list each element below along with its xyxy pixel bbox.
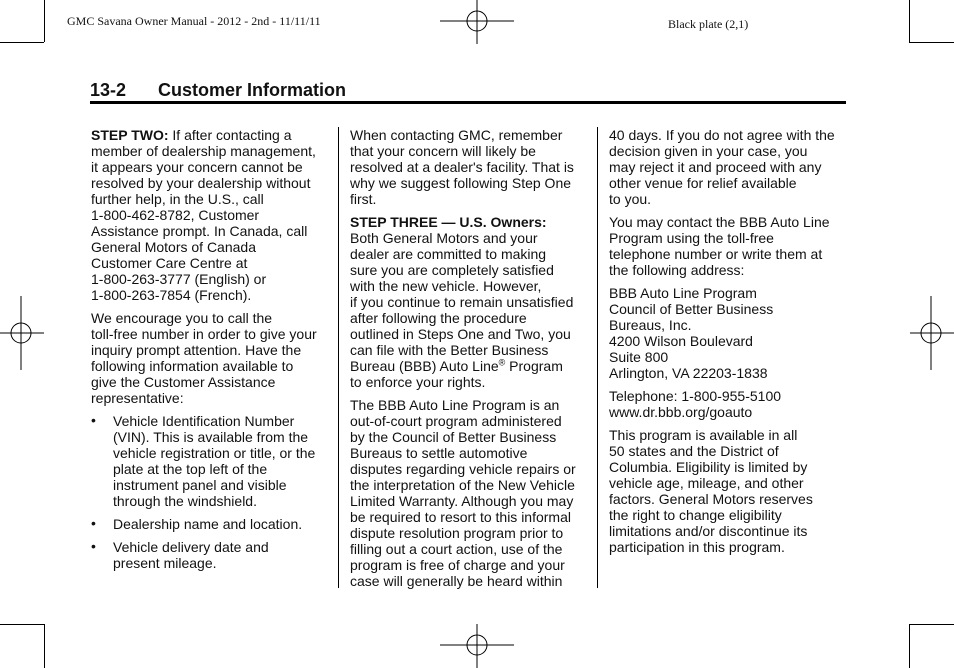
text-line: limitations and/or discontinue its — [609, 523, 808, 539]
text-line: Suite 800 — [609, 349, 669, 365]
text-line: Bureaus to settle automotive — [350, 445, 528, 461]
text-line: You may contact the BBB Auto Line — [609, 214, 830, 230]
text-line: www.dr.bbb.org/goauto — [609, 404, 753, 420]
text-line: following information available to — [91, 358, 294, 374]
text-line: factors. General Motors reserves — [609, 491, 813, 507]
bullet-icon: • — [91, 412, 96, 428]
crop-mark — [909, 42, 954, 43]
title-rule — [90, 101, 846, 104]
text-line: present mileage. — [113, 555, 217, 571]
step-three-paragraph — [350, 214, 590, 390]
column-divider — [597, 127, 598, 588]
text-line: If after contacting a — [168, 127, 292, 143]
text-line: sure you are completely satisfied — [350, 262, 554, 278]
crop-mark — [44, 0, 45, 42]
text-line: after following the procedure — [350, 310, 527, 326]
text-line: toll-free number in order to give your — [91, 326, 317, 342]
step-two-paragraph — [91, 127, 331, 303]
text-line: with the new vehicle. However, — [350, 278, 542, 294]
page-title — [90, 80, 346, 101]
text-line: Vehicle delivery date and — [113, 539, 269, 555]
bullet-icon: • — [91, 515, 96, 531]
list-item — [91, 539, 331, 571]
text-line: 40 days. If you do not agree with the — [609, 127, 835, 143]
text-line: give the Customer Assistance — [91, 374, 276, 390]
step-three-label: STEP THREE — U.S. Owners: — [350, 214, 547, 230]
registration-mark-icon — [440, 0, 514, 44]
text-line: The BBB Auto Line Program is an — [350, 397, 560, 413]
text-line: General Motors of Canada — [91, 239, 256, 255]
text-line: telephone number or write them at — [609, 246, 823, 262]
list-item — [91, 413, 331, 509]
text-line: Columbia. Eligibility is limited by — [609, 459, 808, 475]
crop-mark — [909, 0, 910, 42]
text-line: be required to resort to this informal — [350, 509, 571, 525]
text-line: vehicle age, mileage, and other — [609, 475, 804, 491]
section-number: 13-2 — [90, 80, 127, 100]
text-line: filling out a court action, use of the — [350, 541, 563, 557]
bbb-program-paragraph — [350, 397, 590, 589]
text-line: can file with the Better Business — [350, 342, 549, 358]
text-line: by the Council of Better Business — [350, 429, 557, 445]
text-line: the right to change eligibility — [609, 507, 782, 523]
contacting-paragraph — [350, 127, 590, 207]
text-line: Dealership name and location. — [113, 516, 303, 532]
text-line: 1-800-263-3777 (English) or — [91, 271, 267, 287]
text-line: through the windshield. — [113, 493, 257, 509]
text-line: out-of-court program administered — [350, 413, 562, 429]
text-line: Both General Motors and your — [350, 230, 538, 246]
text-line: to you. — [609, 191, 652, 207]
text-line: Customer Care Centre at — [91, 255, 248, 271]
column-2 — [350, 127, 590, 596]
text-line: Arlington, VA 22203-1838 — [609, 365, 768, 381]
text-line: that your concern will likely be — [350, 143, 536, 159]
text-line: dispute resolution program prior to — [350, 525, 564, 541]
availability-paragraph — [609, 427, 849, 555]
text-line: BBB Auto Line Program — [609, 285, 757, 301]
text-line: Limited Warranty. Although you may — [350, 493, 574, 509]
text-line: Assistance prompt. In Canada, call — [91, 223, 308, 239]
bullet-icon: • — [91, 538, 96, 554]
crop-mark — [0, 624, 44, 625]
forty-days-paragraph — [609, 127, 849, 207]
text-line: member of dealership management, — [91, 143, 316, 159]
text-line: participation in this program. — [609, 539, 785, 555]
text-line: When contacting GMC, remember — [350, 127, 563, 143]
text-line: vehicle registration or title, or the — [113, 445, 316, 461]
plate-label: Black plate (2,1) — [668, 17, 749, 31]
crop-mark — [0, 42, 44, 43]
text-line: 4200 Wilson Boulevard — [609, 333, 753, 349]
text-line: decision given in your case, you — [609, 143, 808, 159]
crop-mark — [44, 624, 45, 668]
text-line: may reject it and proceed with any — [609, 159, 822, 175]
encourage-paragraph — [91, 310, 331, 406]
registration-mark-icon — [440, 624, 514, 668]
text-line: plate at the top left of the — [113, 461, 268, 477]
text-line: outlined in Steps One and Two, you — [350, 326, 571, 342]
text-line: This program is available in all — [609, 427, 798, 443]
text-line: 1-800-462-8782, Customer — [91, 207, 260, 223]
text-line: Bureaus, Inc. — [609, 317, 692, 333]
text-line: (VIN). This is available from the — [113, 429, 309, 445]
column-3 — [609, 127, 849, 562]
text-line: why we suggest following Step One — [350, 175, 572, 191]
column-1 — [91, 127, 331, 578]
registration-mark-icon — [910, 296, 954, 370]
text-line: 50 states and the District of — [609, 443, 779, 459]
text-line: dealer are committed to making — [350, 246, 547, 262]
text-line: further help, in the U.S., call — [91, 191, 264, 207]
contact-bbb-paragraph — [609, 214, 849, 278]
text-line: Telephone: 1-800-955-5100 — [609, 388, 782, 404]
text-line: program is free of charge and your — [350, 557, 565, 573]
text-line: the interpretation of the New Vehicle — [350, 477, 575, 493]
registered-mark: ® — [498, 357, 506, 368]
bbb-contact — [609, 388, 849, 420]
text-line: inquiry prompt attention. Have the — [91, 342, 302, 358]
column-divider — [338, 127, 339, 588]
text-line: to enforce your rights. — [350, 374, 486, 390]
crop-mark — [909, 624, 910, 668]
text-line: resolved at a dealer's facility. That is — [350, 159, 574, 175]
text-line: Council of Better Business — [609, 301, 774, 317]
text-line: 1-800-263-7854 (French). — [91, 287, 252, 303]
text-line: Vehicle Identification Number — [113, 413, 295, 429]
text-line: Program using the toll-free — [609, 230, 774, 246]
text-line: representative: — [91, 390, 184, 406]
text-line: it appears your concern cannot be — [91, 159, 303, 175]
text-line: resolved by your dealership without — [91, 175, 311, 191]
step-two-label: STEP TWO: — [91, 127, 169, 143]
text-line: We encourage you to call the — [91, 310, 273, 326]
text-line: the following address: — [609, 262, 745, 278]
registration-mark-icon — [0, 296, 44, 370]
text-line: disputes regarding vehicle repairs or — [350, 461, 576, 477]
bbb-address — [609, 285, 849, 381]
text-line: first. — [350, 191, 377, 207]
text-line: instrument panel and visible — [113, 477, 287, 493]
text-line: Bureau (BBB) Auto Line® Program — [350, 357, 563, 374]
text-line: case will generally be heard within — [350, 573, 563, 589]
text-line: other venue for relief available — [609, 175, 797, 191]
manual-id: GMC Savana Owner Manual - 2012 - 2nd - 11/11/11 — [67, 14, 321, 28]
list-item — [91, 516, 331, 532]
crop-mark — [909, 624, 954, 625]
section-title: Customer Information — [158, 80, 347, 100]
text-line: if you continue to remain unsatisfied — [350, 294, 574, 310]
